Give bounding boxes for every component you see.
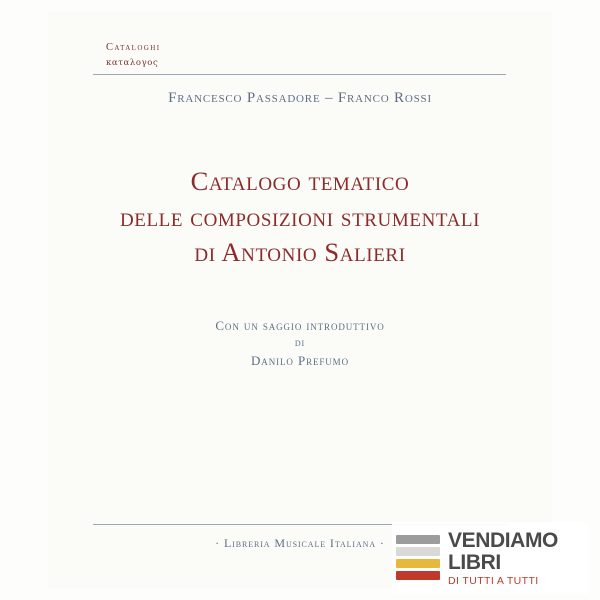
book-bar-gray	[396, 535, 440, 544]
book-title-line-3: di Antonio Salieri	[194, 237, 406, 267]
series-name: Cataloghi	[106, 42, 161, 53]
book-title-line-1: Catalogo tematico	[190, 166, 410, 196]
stacked-books-icon	[396, 535, 440, 581]
watermark-line-1: VENDIAMO	[448, 528, 558, 552]
book-bar-light	[396, 547, 440, 556]
subtitle-line-1: Con un saggio introduttivo	[215, 318, 385, 333]
watermark-line-2: LIBRI	[448, 550, 501, 574]
watermark-tagline: DI TUTTI A TUTTI	[448, 574, 539, 587]
book-bar-yellow	[396, 559, 440, 568]
publisher-name: · Libreria Musicale Italiana ·	[215, 536, 385, 550]
watermark-text	[448, 530, 558, 587]
authors: Francesco Passadore – Franco Rossi	[168, 90, 432, 106]
book-title-line-2: delle composizioni strumentali	[119, 201, 481, 232]
book-subtitle	[48, 317, 552, 370]
book-title	[48, 164, 552, 271]
subtitle-line-3: Danilo Prefumo	[251, 352, 349, 368]
book-bar-red	[396, 571, 440, 580]
subtitle-line-2: di	[294, 337, 306, 350]
series-name-greek: καταλογος	[106, 58, 159, 68]
vendiamolibri-watermark	[392, 522, 588, 594]
cover-canvas	[48, 12, 552, 588]
